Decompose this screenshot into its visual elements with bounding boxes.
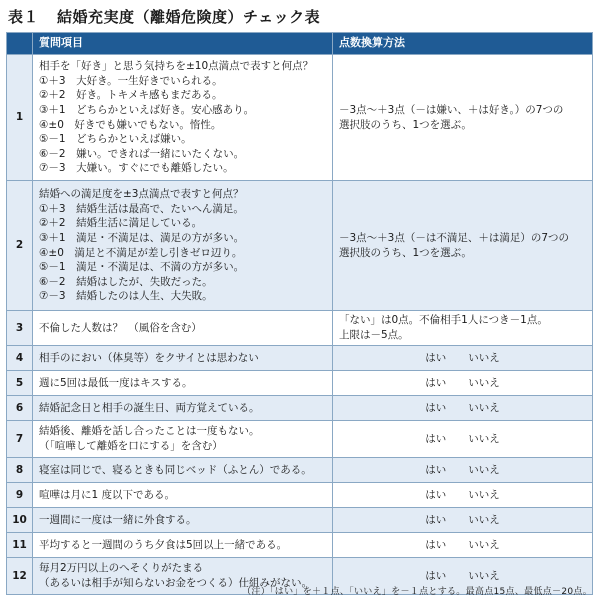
no-option: いいえ xyxy=(468,432,500,445)
question-line: （「喧嘩して離婚を口にする」を含む） xyxy=(39,440,223,452)
question-line: 週に5回は最低一度はキスする。 xyxy=(39,376,193,389)
question-line: 結婚記念日と相手の誕生日、両方覚えている。 xyxy=(39,401,260,414)
question-line: ⑤－1 満足・不満足は、不満の方が多い。 xyxy=(39,261,245,274)
method-cell xyxy=(333,311,593,346)
question-cell xyxy=(33,508,333,533)
title-text: 結婚充実度（離婚危険度）チェック表 xyxy=(57,8,321,26)
footnote: （注）「はい」を＋１点、「いいえ」を－１点とする。最高点15点、最低点－20点。 xyxy=(242,587,592,597)
no-option: いいえ xyxy=(468,513,500,526)
row-number: 5 xyxy=(7,371,33,396)
table-row xyxy=(7,371,593,396)
method-cell xyxy=(333,371,593,396)
question-line: 寝室は同じで、寝るときも同じベッド（ふとん）である。 xyxy=(39,463,312,476)
no-option: いいえ xyxy=(468,463,500,476)
question-line: 平均すると一週間のうち夕食は5回以上一緒である。 xyxy=(39,538,288,551)
no-option: いいえ xyxy=(468,351,500,364)
question-line: ⑤－1 どちらかといえば嫌い。 xyxy=(39,133,192,146)
row-number: 11 xyxy=(7,533,33,558)
table-row xyxy=(7,181,593,311)
question-line: 不倫した人数は？ （風俗を含む） xyxy=(39,321,202,334)
column-header-method: 点数換算方法 xyxy=(333,33,593,55)
table-row xyxy=(7,458,593,483)
question-line: ③＋1 満足・不満足は、満足の方が多い。 xyxy=(39,231,245,244)
question-cell xyxy=(33,346,333,371)
question-line: 相手のにおい（体臭等）をクサイとは思わない xyxy=(39,351,259,364)
no-option: いいえ xyxy=(468,376,500,389)
method-cell xyxy=(333,181,593,311)
question-cell xyxy=(33,311,333,346)
method-cell xyxy=(333,533,593,558)
question-cell xyxy=(33,533,333,558)
question-line: 結婚後、離婚を話し合ったことは一度もない。 xyxy=(39,425,260,438)
method-cell xyxy=(333,55,593,181)
yes-option: はい xyxy=(425,376,447,389)
no-option: いいえ xyxy=(468,401,500,414)
question-cell xyxy=(33,396,333,421)
method-line: 上限は－5点。 xyxy=(339,329,409,341)
yes-option: はい xyxy=(425,538,447,551)
question-line: 一週間に一度は一緒に外食する。 xyxy=(39,513,197,526)
table-row xyxy=(7,483,593,508)
row-number: 6 xyxy=(7,396,33,421)
question-line: ②＋2 結婚生活に満足している。 xyxy=(39,217,203,230)
yes-option: はい xyxy=(425,488,447,501)
question-line: 結婚への満足度を±3点満点で表すと何点？ xyxy=(39,188,244,201)
question-line: ⑦－3 大嫌い。すぐにでも離婚したい。 xyxy=(39,162,234,175)
table-row xyxy=(7,55,593,181)
question-cell xyxy=(33,421,333,458)
yes-option: はい xyxy=(425,463,447,476)
method-line: 選択肢のうち、1つを選ぶ。 xyxy=(339,246,472,259)
check-table xyxy=(6,32,593,595)
no-option: いいえ xyxy=(468,569,500,582)
yes-option: はい xyxy=(425,432,447,445)
method-line: －3点～＋3点（－は嫌い、＋は好き。）の7つの xyxy=(339,103,564,116)
yes-option: はい xyxy=(425,401,447,414)
method-cell xyxy=(333,508,593,533)
question-line: ③＋1 どちらかといえば好き。安心感あり。 xyxy=(39,103,255,116)
row-number: 12 xyxy=(7,558,33,595)
table-row xyxy=(7,421,593,458)
question-line: ④±0 好きでも嫌いでもない。惰性。 xyxy=(39,118,222,131)
row-number: 10 xyxy=(7,508,33,533)
no-option: いいえ xyxy=(468,488,500,501)
row-number: 7 xyxy=(7,421,33,458)
row-number: 8 xyxy=(7,458,33,483)
table-row xyxy=(7,346,593,371)
question-line: ①＋3 結婚生活は最高で、たいへん満足。 xyxy=(39,202,244,215)
question-line: （あるいは相手が知らないお金をつくる）仕組みがない。 xyxy=(39,577,312,589)
method-line: 選択肢のうち、1つを選ぶ。 xyxy=(339,118,472,131)
question-line: 毎月2万円以上のへそくりがたまる xyxy=(39,562,204,575)
table-body xyxy=(7,55,593,595)
table-row xyxy=(7,533,593,558)
question-cell xyxy=(33,458,333,483)
yes-option: はい xyxy=(425,351,447,364)
method-cell xyxy=(333,458,593,483)
row-number: 2 xyxy=(7,181,33,311)
question-line: 相手を「好き」と思う気持ちを±10点満点で表すと何点？ xyxy=(39,60,314,73)
method-line: 「ない」は0点。不倫相手1人につき－1点。 xyxy=(339,314,548,327)
no-option: いいえ xyxy=(468,538,500,551)
question-line: 喧嘩は月に1 度以下である。 xyxy=(39,488,176,501)
question-line: ②＋2 好き。トキメキ感もまだある。 xyxy=(39,89,223,102)
yes-option: はい xyxy=(425,569,447,582)
row-number: 9 xyxy=(7,483,33,508)
yes-option: はい xyxy=(425,513,447,526)
question-line: ⑦－3 結婚したのは人生、大失敗。 xyxy=(39,290,213,303)
question-line: ④±0 満足と不満足が差し引きゼロ辺り。 xyxy=(39,246,243,259)
page-title xyxy=(8,6,320,27)
method-cell xyxy=(333,346,593,371)
question-cell xyxy=(33,181,333,311)
column-header-no xyxy=(7,33,33,55)
question-line: ⑥－2 結婚はしたが、失敗だった。 xyxy=(39,275,213,288)
table-header-row xyxy=(7,33,593,55)
title-number: 表１ xyxy=(8,8,40,26)
row-number: 4 xyxy=(7,346,33,371)
method-cell xyxy=(333,396,593,421)
method-line: －3点～＋3点（－は不満足、＋は満足）の7つの xyxy=(339,231,570,244)
table-row xyxy=(7,396,593,421)
question-line: ⑥－2 嫌い。できれば一緒にいたくない。 xyxy=(39,147,245,160)
column-header-question: 質問項目 xyxy=(33,33,333,55)
question-cell xyxy=(33,483,333,508)
method-cell xyxy=(333,421,593,458)
row-number: 1 xyxy=(7,55,33,181)
table-row xyxy=(7,311,593,346)
question-cell xyxy=(33,55,333,181)
question-cell xyxy=(33,371,333,396)
table-row xyxy=(7,508,593,533)
question-line: ①＋3 大好き。一生好きでいられる。 xyxy=(39,74,223,87)
row-number: 3 xyxy=(7,311,33,346)
method-cell xyxy=(333,483,593,508)
